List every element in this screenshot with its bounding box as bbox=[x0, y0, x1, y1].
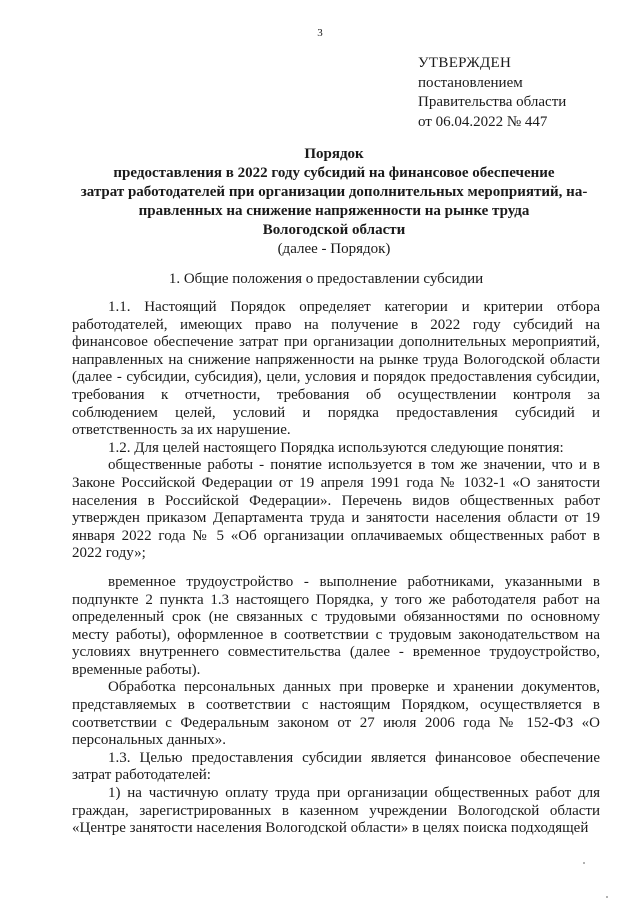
paragraph: 1.2. Для целей настоящего Порядка используются следующие понятия: bbox=[108, 439, 564, 456]
title-line: правленных на снижение напряженности на рынке труда bbox=[138, 203, 530, 219]
page-number: 3 bbox=[317, 27, 323, 39]
title-line: затрат работодателей при организации дополнительных мероприятий, на- bbox=[80, 184, 588, 200]
approval-line: Правительства области bbox=[418, 94, 567, 110]
approval-date: от 06.04.2022 № 447 bbox=[418, 113, 548, 130]
approval-line: постановлением bbox=[418, 74, 523, 91]
approval-stamp bbox=[418, 54, 566, 132]
title-line: предоставления в 2022 году субсидий на финансовое обеспечение bbox=[113, 165, 555, 181]
paragraph: 1.3. Целью предоставления субсидии является финансовое обеспечение затрат работодателей: bbox=[72, 749, 600, 784]
paragraph: 1) на частичную оплату труда при организации общественных работ для граждан, зарегистрированных в казенном учреждении Вологодской области «Центре занятости населения Вологодской области» в целях поиска подходящей bbox=[72, 785, 600, 837]
paragraph: временное трудоустройство - выполнение работниками, указанными в подпункте 2 пункта 1.3 настоящего Порядка, у того же работодателя работ на определенный срок (не связанных с трудовыми обязанностями по основному месту работы), оформленное в соответствии с трудовым законодательством на условиях внутреннего совместительства (далее - временное трудоустройство, временные работы). bbox=[72, 573, 600, 678]
title-line: Вологодской области bbox=[262, 222, 406, 238]
document-title bbox=[60, 145, 608, 259]
scan-artifact bbox=[606, 896, 608, 898]
scan-artifact bbox=[583, 862, 585, 864]
approval-title: УТВЕРЖДЕН bbox=[418, 55, 512, 71]
section-heading: 1. Общие положения о предоставлении субсидии bbox=[168, 271, 484, 287]
paragraph: Обработка персональных данных при проверке и хранении документов, представляемых в соответствии с настоящим Порядком, осуществляется в соответствии с Федеральным законом от 27 июля 2006 года № 152-ФЗ «О персональных данных». bbox=[72, 679, 600, 749]
paragraph: 1.1. Настоящий Порядок определяет категории и критерии отбора работодателей, имеющих право на получение в 2022 году субсидий на финансовое обеспечение затрат при организации дополнительных мероприятий, направленных на снижение напряженности на рынке труда Вологодской области (далее - субсидии, субсидия), цели, условия и порядок предоставления субсидии, требования к отчетности, требования об осуществлении контроля за соблюдением целей, условий и порядка предоставления субсидий и ответственность за их нарушение. bbox=[72, 299, 600, 439]
title-line: Порядок bbox=[304, 146, 364, 162]
document-body bbox=[72, 299, 600, 838]
title-subtitle: (далее - Порядок) bbox=[277, 241, 391, 257]
paragraph: общественные работы - понятие используется в том же значении, что и в Законе Российской Федерации от 19 апреля 1991 года № 1032-1 «О занятости населения в Российской Федерации». Перечень видов общественных работ утвержден приказом Департамента труда и занятости населения области от 19 января 2022 года № 5 «Об организации оплачиваемых общественных работ в 2022 году»; bbox=[72, 457, 600, 562]
